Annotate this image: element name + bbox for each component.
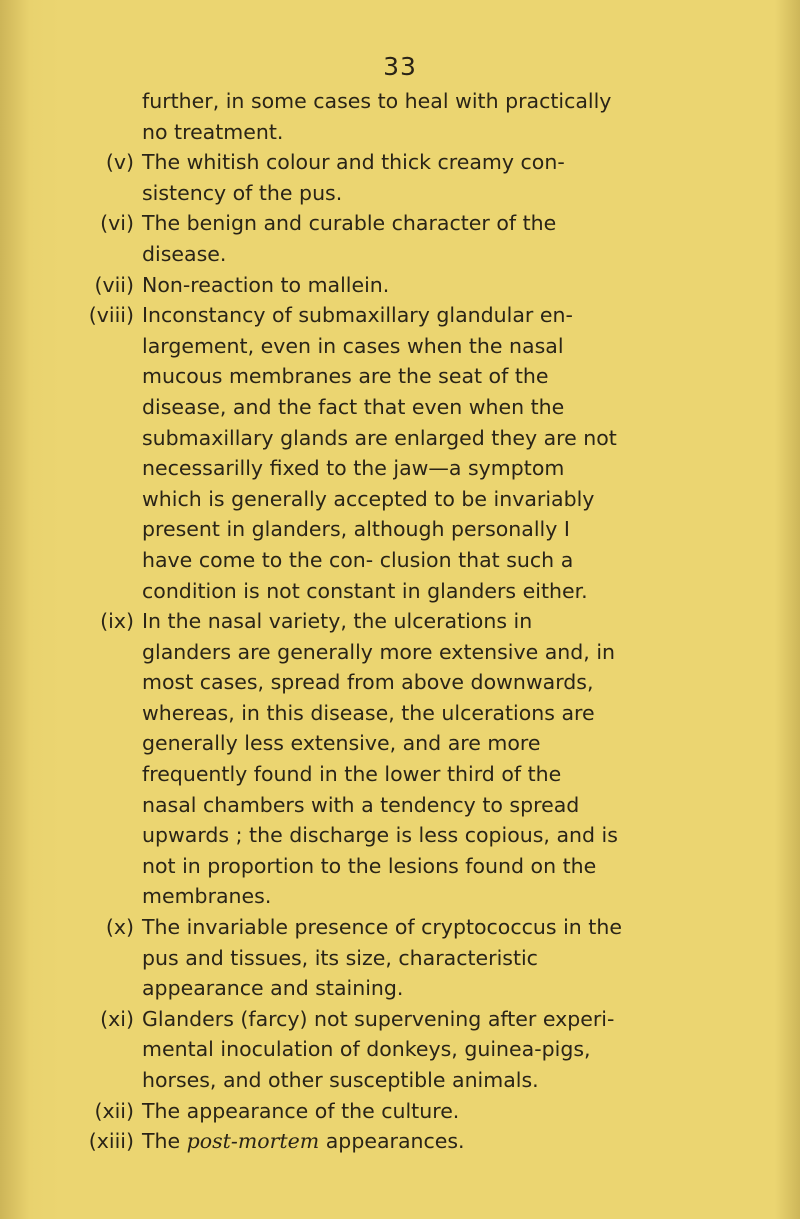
- item-number: (vi): [100, 211, 134, 236]
- item-text-italic: post-mortem: [186, 1129, 320, 1154]
- item-number: (xiii): [88, 1129, 134, 1154]
- item-text: The invariable presence of cryptococcus in the pus and tissues, its size, characteristic appearance and staining.: [142, 915, 622, 1001]
- item-text: Glanders (farcy) not supervening after experi- mental inoculation of donkeys, guinea-pigs, horses, and other susceptible animals.: [142, 1006, 615, 1092]
- page-body: [62, 86, 622, 1157]
- page-number: 33: [383, 52, 417, 81]
- item-text-prefix: The: [142, 1129, 181, 1154]
- continuation-paragraph: further, in some cases to heal with practically no treatment.: [142, 89, 612, 144]
- item-number: (viii): [88, 303, 134, 328]
- item-vii: [62, 270, 622, 301]
- item-number: (v): [105, 150, 134, 175]
- item-xiii: [62, 1126, 622, 1157]
- item-viii: [62, 300, 622, 606]
- item-text: The benign and curable character of the disease.: [142, 211, 557, 266]
- item-text: [142, 1126, 622, 1157]
- item-xi: [62, 1004, 622, 1096]
- item-number: (ix): [100, 609, 134, 634]
- item-v: [62, 147, 622, 208]
- item-number: (vii): [94, 272, 134, 297]
- item-number: (xii): [94, 1098, 134, 1123]
- item-text: The whitish colour and thick creamy con- sistency of the pus.: [142, 150, 565, 205]
- item-ix: [62, 606, 622, 912]
- item-text-suffix: appearances.: [325, 1129, 465, 1154]
- item-x: [62, 912, 622, 1004]
- item-text: Inconstancy of submaxillary glandular en- largement, even in cases when the nasal mucous membranes are the seat of the disease, and the fact that even when the submaxillary glands are enlarged they are not necessarilly fixed to the jaw—a symptom which is generally accepted to be invariably present in glanders, although personally I have come to the con- clusion that such a condition is not constant in glanders either.: [142, 303, 617, 603]
- item-number: (x): [105, 915, 134, 940]
- item-text: Non-reaction to mallein.: [142, 272, 390, 297]
- item-number: (xi): [100, 1006, 134, 1031]
- item-vi: [62, 208, 622, 269]
- item-text: The appearance of the culture.: [142, 1098, 460, 1123]
- item-text: In the nasal variety, the ulcerations in glanders are generally more extensive and, in most cases, spread from above downwards, whereas, in this disease, the ulcerations are generally less extensive, and are more frequently found in the lower third of the nasal chambers with a tendency to spread upwards ; the discharge is less copious, and is not in proportion to the lesions found on the membranes.: [142, 609, 618, 909]
- item-xii: [62, 1096, 622, 1127]
